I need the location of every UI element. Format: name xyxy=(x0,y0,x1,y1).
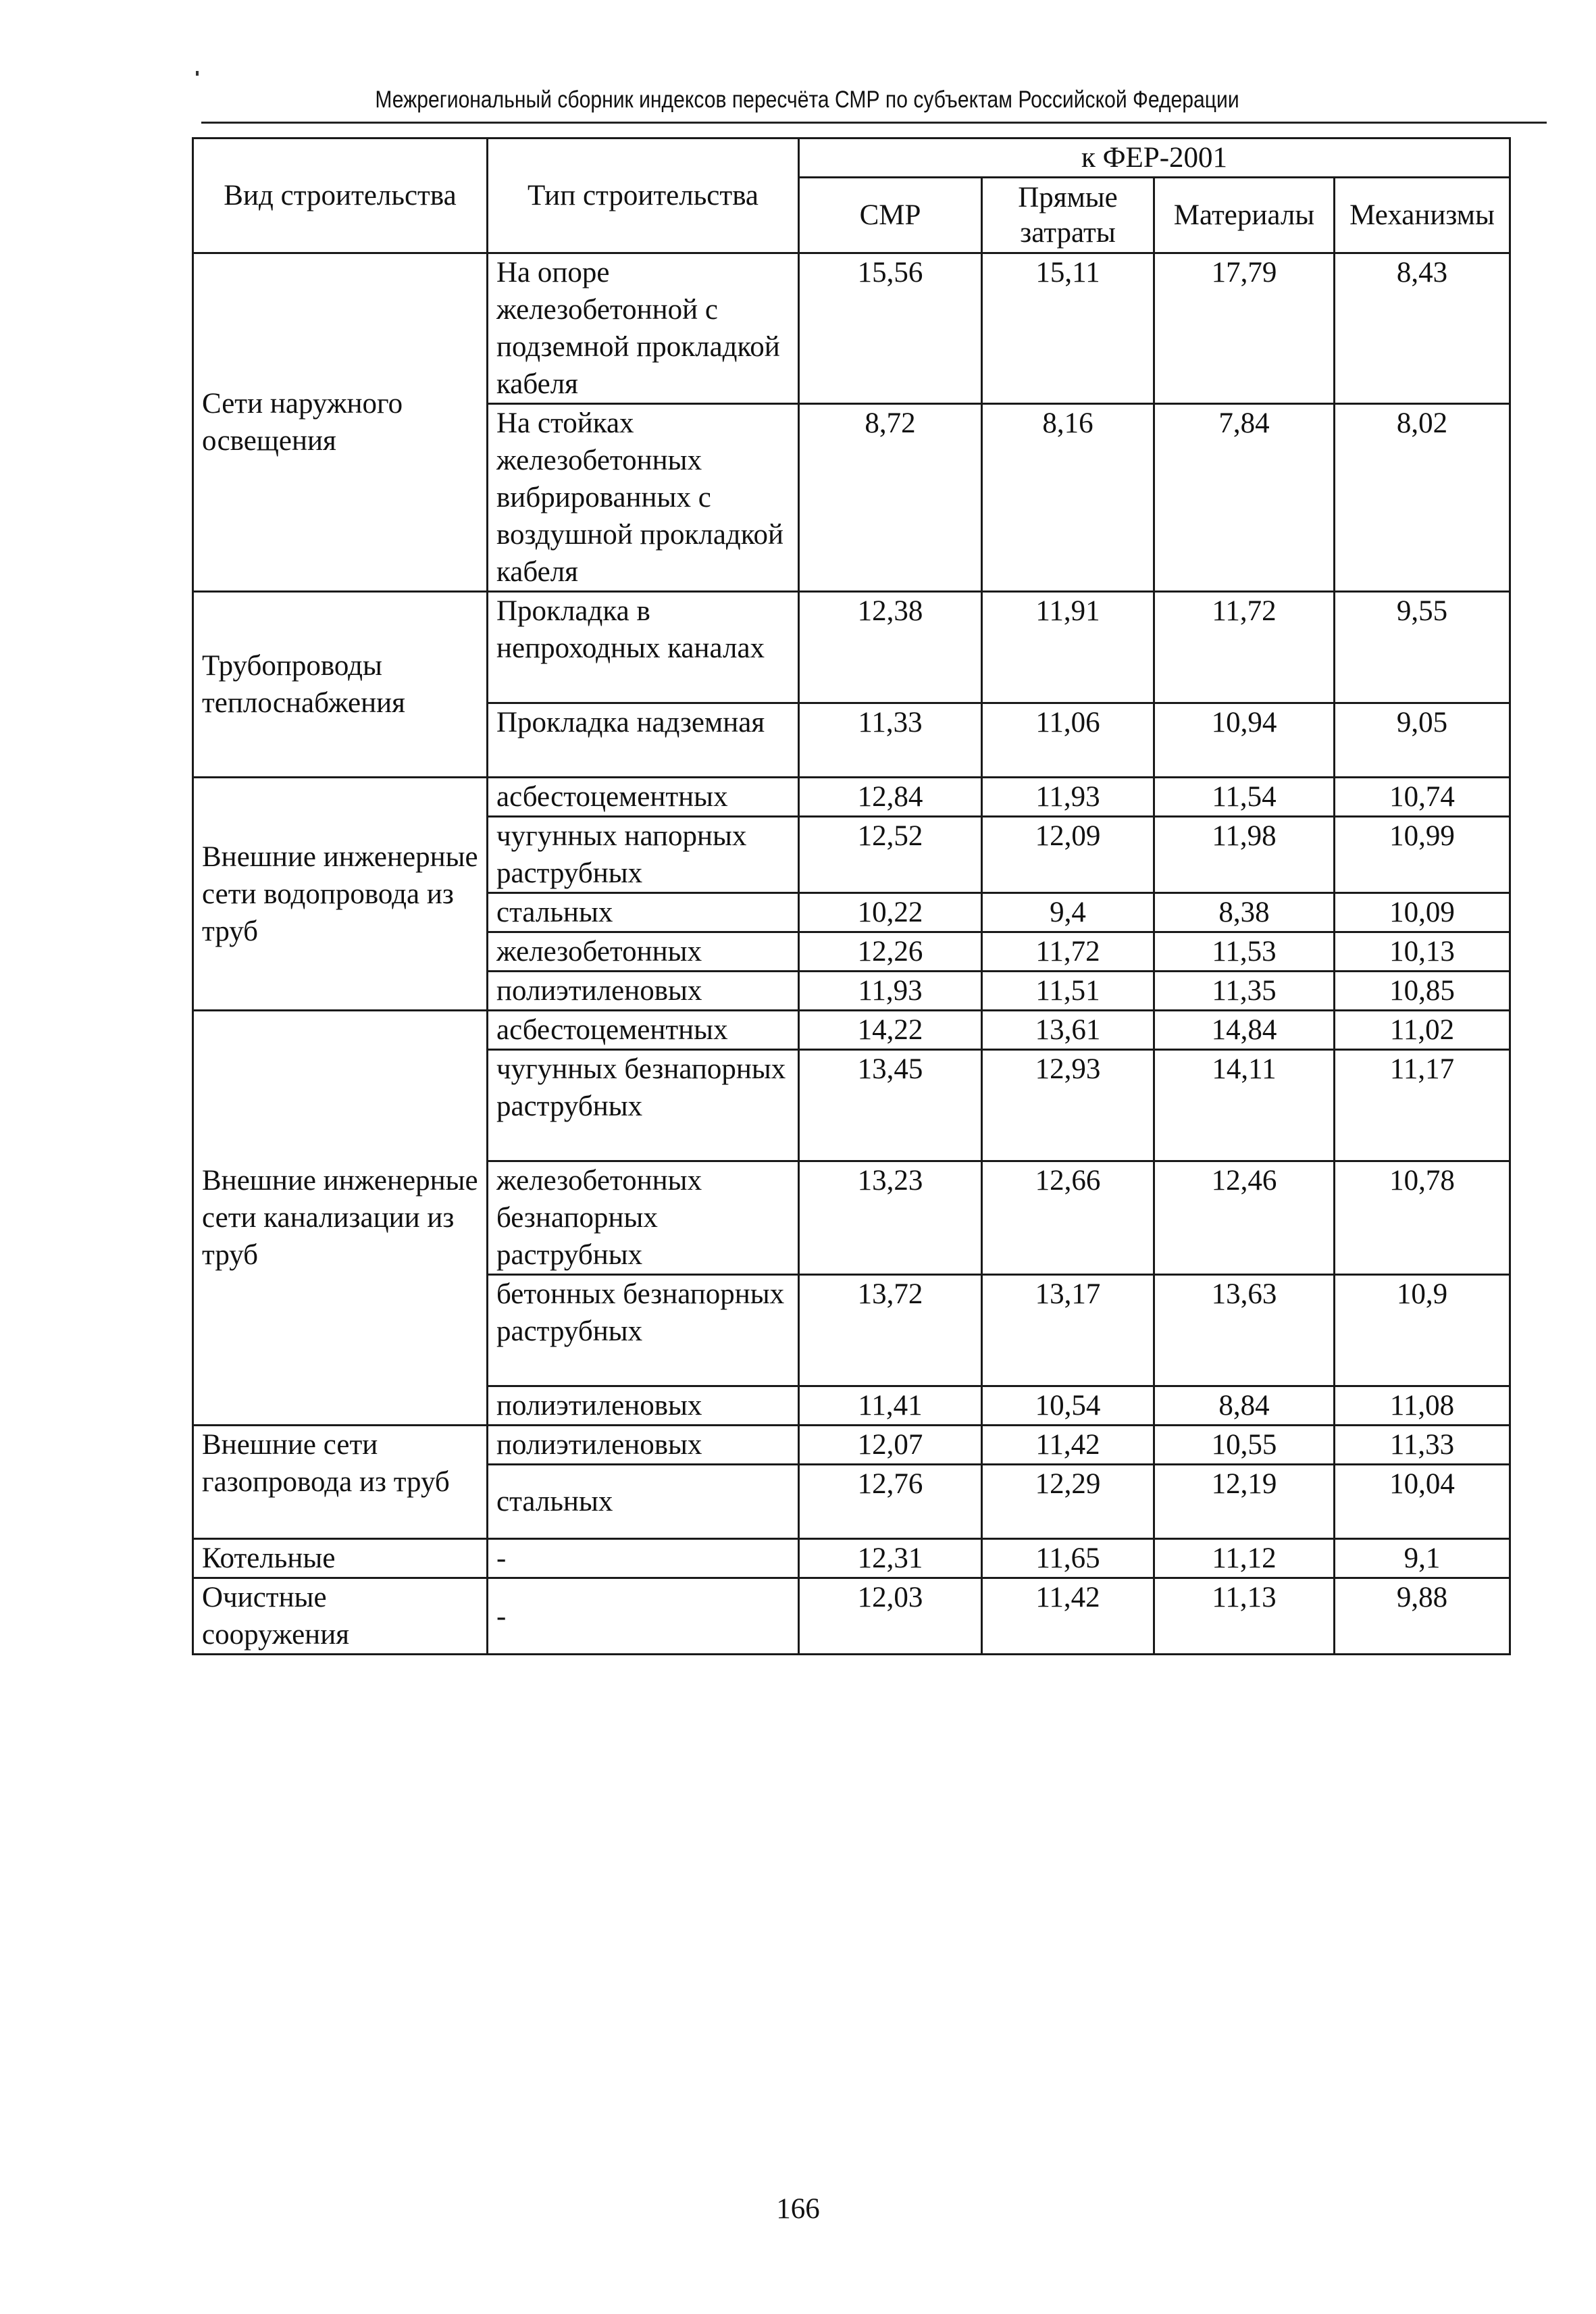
smr-cell: 11,33 xyxy=(799,703,982,778)
mechanisms-cell: 11,08 xyxy=(1335,1386,1510,1426)
materials-cell: 13,63 xyxy=(1154,1275,1335,1386)
materials-cell: 17,79 xyxy=(1154,253,1335,404)
materials-cell: 8,38 xyxy=(1154,893,1335,932)
smr-cell: 15,56 xyxy=(799,253,982,404)
materials-cell: 11,13 xyxy=(1154,1578,1335,1655)
header-smr: СМР xyxy=(799,178,982,253)
type-cell: На опоре железобетонной с подземной прокладкой кабеля xyxy=(488,253,799,404)
header-mechanisms: Механизмы xyxy=(1335,178,1510,253)
materials-cell: 11,54 xyxy=(1154,778,1335,817)
mechanisms-cell: 10,04 xyxy=(1335,1465,1510,1539)
mechanisms-cell: 10,85 xyxy=(1335,972,1510,1011)
type-cell: На стойках железобетонных вибрированных с воздушной прокладкой кабеля xyxy=(488,404,799,592)
header-group: к ФЕР-2001 xyxy=(799,139,1510,178)
type-cell: стальных xyxy=(488,893,799,932)
kind-cell: Трубопроводы теплоснабжения xyxy=(193,592,488,778)
type-cell: чугунных напорных раструбных xyxy=(488,817,799,893)
materials-cell: 11,53 xyxy=(1154,932,1335,972)
direct-cell: 11,51 xyxy=(982,972,1154,1011)
direct-cell: 11,72 xyxy=(982,932,1154,972)
kind-cell: Внешние инженерные сети водопровода из труб xyxy=(193,778,488,1011)
smr-cell: 11,41 xyxy=(799,1386,982,1426)
kind-cell: Внешние сети газопровода из труб xyxy=(193,1426,488,1539)
scan-speck xyxy=(196,71,199,76)
materials-cell: 12,46 xyxy=(1154,1161,1335,1275)
table-row xyxy=(193,1426,1510,1465)
type-cell: - xyxy=(488,1578,799,1655)
mechanisms-cell: 11,33 xyxy=(1335,1426,1510,1465)
smr-cell: 13,45 xyxy=(799,1050,982,1161)
mechanisms-cell: 10,13 xyxy=(1335,932,1510,972)
type-cell: - xyxy=(488,1539,799,1578)
table-row xyxy=(193,1011,1510,1050)
smr-cell: 10,22 xyxy=(799,893,982,932)
smr-cell: 12,07 xyxy=(799,1426,982,1465)
mechanisms-cell: 8,43 xyxy=(1335,253,1510,404)
materials-cell: 11,98 xyxy=(1154,817,1335,893)
materials-cell: 12,19 xyxy=(1154,1465,1335,1539)
direct-cell: 8,16 xyxy=(982,404,1154,592)
materials-cell: 8,84 xyxy=(1154,1386,1335,1426)
materials-cell: 7,84 xyxy=(1154,404,1335,592)
mechanisms-cell: 9,55 xyxy=(1335,592,1510,703)
smr-cell: 13,72 xyxy=(799,1275,982,1386)
table-row xyxy=(193,253,1510,404)
direct-cell: 11,91 xyxy=(982,592,1154,703)
page-number: 166 xyxy=(776,2193,820,2225)
kind-cell: Сети наружного освещения xyxy=(193,253,488,592)
direct-cell: 10,54 xyxy=(982,1386,1154,1426)
materials-cell: 10,94 xyxy=(1154,703,1335,778)
smr-cell: 12,31 xyxy=(799,1539,982,1578)
header-kind: Вид строительства xyxy=(193,139,488,253)
type-cell: бетонных безнапорных раструбных xyxy=(488,1275,799,1386)
kind-cell: Очистные сооружения xyxy=(193,1578,488,1655)
materials-cell: 14,84 xyxy=(1154,1011,1335,1050)
smr-cell: 12,03 xyxy=(799,1578,982,1655)
smr-cell: 12,52 xyxy=(799,817,982,893)
direct-cell: 11,06 xyxy=(982,703,1154,778)
header-materials: Материалы xyxy=(1154,178,1335,253)
smr-cell: 12,84 xyxy=(799,778,982,817)
mechanisms-cell: 10,9 xyxy=(1335,1275,1510,1386)
direct-cell: 13,61 xyxy=(982,1011,1154,1050)
smr-cell: 12,38 xyxy=(799,592,982,703)
materials-cell: 11,35 xyxy=(1154,972,1335,1011)
mechanisms-cell: 9,05 xyxy=(1335,703,1510,778)
type-cell: Прокладка надземная xyxy=(488,703,799,778)
smr-cell: 12,26 xyxy=(799,932,982,972)
materials-cell: 11,72 xyxy=(1154,592,1335,703)
direct-cell: 11,42 xyxy=(982,1426,1154,1465)
type-cell: асбестоцементных xyxy=(488,1011,799,1050)
table-row xyxy=(193,592,1510,703)
smr-cell: 8,72 xyxy=(799,404,982,592)
direct-cell: 9,4 xyxy=(982,893,1154,932)
smr-cell: 13,23 xyxy=(799,1161,982,1275)
header-direct: Прямые затраты xyxy=(982,178,1154,253)
smr-cell: 14,22 xyxy=(799,1011,982,1050)
header-type: Тип строительства xyxy=(488,139,799,253)
direct-cell: 11,42 xyxy=(982,1578,1154,1655)
type-cell: асбестоцементных xyxy=(488,778,799,817)
type-cell: Прокладка в непроходных каналах xyxy=(488,592,799,703)
materials-cell: 11,12 xyxy=(1154,1539,1335,1578)
direct-cell: 12,93 xyxy=(982,1050,1154,1161)
direct-cell: 11,65 xyxy=(982,1539,1154,1578)
type-cell: железобетонных безнапорных раструбных xyxy=(488,1161,799,1275)
direct-cell: 15,11 xyxy=(982,253,1154,404)
direct-cell: 12,66 xyxy=(982,1161,1154,1275)
direct-cell: 12,29 xyxy=(982,1465,1154,1539)
direct-cell: 11,93 xyxy=(982,778,1154,817)
direct-cell: 12,09 xyxy=(982,817,1154,893)
type-cell: железобетонных xyxy=(488,932,799,972)
type-cell: стальных xyxy=(488,1465,799,1539)
type-cell: чугунных безнапорных раструбных xyxy=(488,1050,799,1161)
kind-cell: Котельные xyxy=(193,1539,488,1578)
smr-cell: 11,93 xyxy=(799,972,982,1011)
index-table xyxy=(192,137,1511,1655)
direct-cell: 13,17 xyxy=(982,1275,1154,1386)
type-cell: полиэтиленовых xyxy=(488,1426,799,1465)
mechanisms-cell: 11,17 xyxy=(1335,1050,1510,1161)
smr-cell: 12,76 xyxy=(799,1465,982,1539)
mechanisms-cell: 10,74 xyxy=(1335,778,1510,817)
mechanisms-cell: 9,88 xyxy=(1335,1578,1510,1655)
mechanisms-cell: 10,99 xyxy=(1335,817,1510,893)
mechanisms-cell: 9,1 xyxy=(1335,1539,1510,1578)
table-row xyxy=(193,778,1510,817)
header-rule xyxy=(201,122,1547,124)
table-row xyxy=(193,1578,1510,1655)
materials-cell: 10,55 xyxy=(1154,1426,1335,1465)
type-cell: полиэтиленовых xyxy=(488,1386,799,1426)
mechanisms-cell: 11,02 xyxy=(1335,1011,1510,1050)
kind-cell: Внешние инженерные сети канализации из труб xyxy=(193,1011,488,1426)
table-row xyxy=(193,1539,1510,1578)
materials-cell: 14,11 xyxy=(1154,1050,1335,1161)
mechanisms-cell: 10,09 xyxy=(1335,893,1510,932)
type-cell: полиэтиленовых xyxy=(488,972,799,1011)
running-header: Межрегиональный сборник индексов пересчёта СМР по субъектам Российской Федерации xyxy=(375,86,1239,113)
mechanisms-cell: 10,78 xyxy=(1335,1161,1510,1275)
mechanisms-cell: 8,02 xyxy=(1335,404,1510,592)
